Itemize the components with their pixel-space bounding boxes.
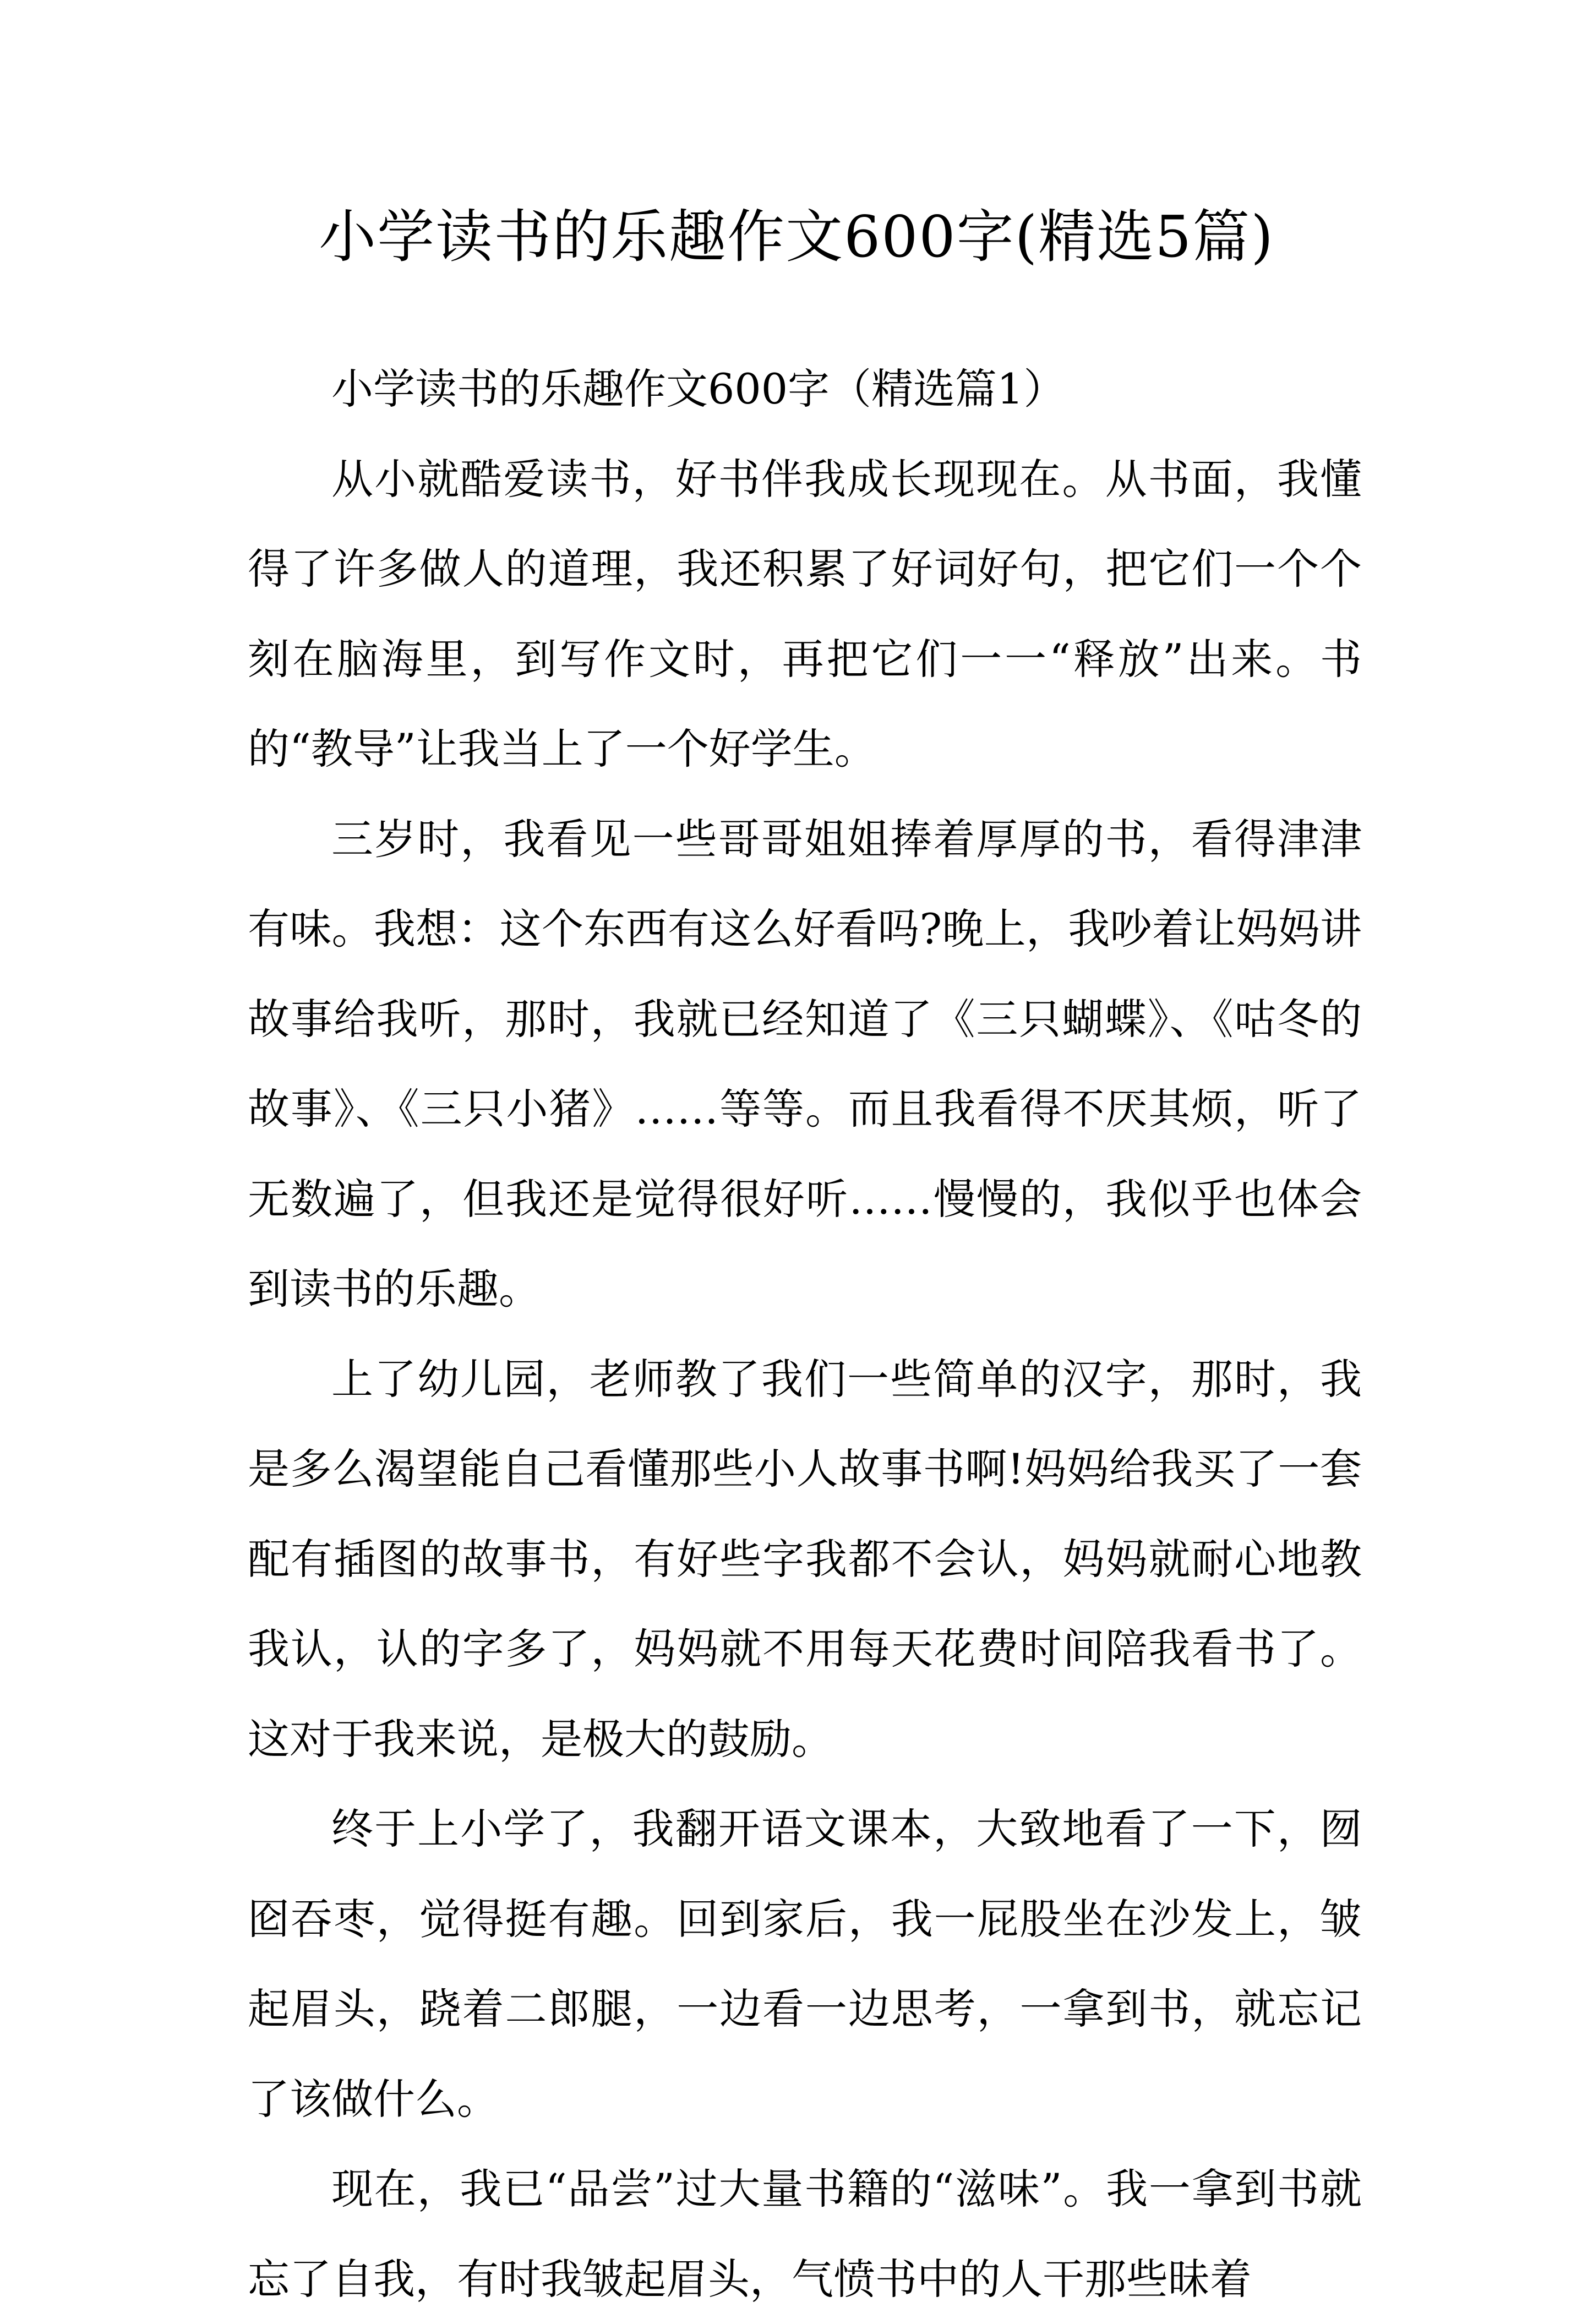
document-title: 小学读书的乐趣作文600字(精选5篇) [319,203,1274,270]
section-heading: 小学读书的乐趣作文600字（精选篇1） [331,364,1066,413]
paragraph: 上了幼儿园，老师教了我们一些简单的汉字，那时，我是多么渴望能自己看懂那些小人故事书啊!妈妈给我买了一套配有插图的故事书，有好些字我都不会认，妈妈就耐心地教我认，认的字多了，妈妈就不用每天花费时间陪我看书了。这对于我来说，是极大的鼓励。 [248,1354,1362,1764]
paragraph: 三岁时，我看见一些哥哥姐姐捧着厚厚的书，看得津津有味。我想：这个东西有这么好看吗?晚上，我吵着让妈妈讲故事给我听，那时，我就已经知道了《三只蝴蝶》、《咕冬的故事》、《三只小猪》……等等。而且我看得不厌其烦，听了无数遍了，但我还是觉得很好听……慢慢的，我似乎也体会到读书的乐趣。 [248,814,1362,1313]
paragraph: 从小就酷爱读书，好书伴我成长现现在。从书面，我懂得了许多做人的道理，我还积累了好词好句，把它们一个个刻在脑海里，到写作文时，再把它们一一“释放”出来。书的“教导”让我当上了一个好学生。 [248,454,1362,773]
document-body [248,344,1362,2324]
paragraph: 终于上小学了，我翻开语文课本，大致地看了一下，囫囵吞枣，觉得挺有趣。回到家后，我一屁股坐在沙发上，皱起眉头，跷着二郎腿，一边看一边思考，一拿到书，就忘记了该做什么。 [248,1804,1362,2124]
paragraph: 现在，我已“品尝”过大量书籍的“滋味”。我一拿到书就忘了自我，有时我皱起眉头，气愤书中的人干那些昧着 [248,2164,1362,2304]
